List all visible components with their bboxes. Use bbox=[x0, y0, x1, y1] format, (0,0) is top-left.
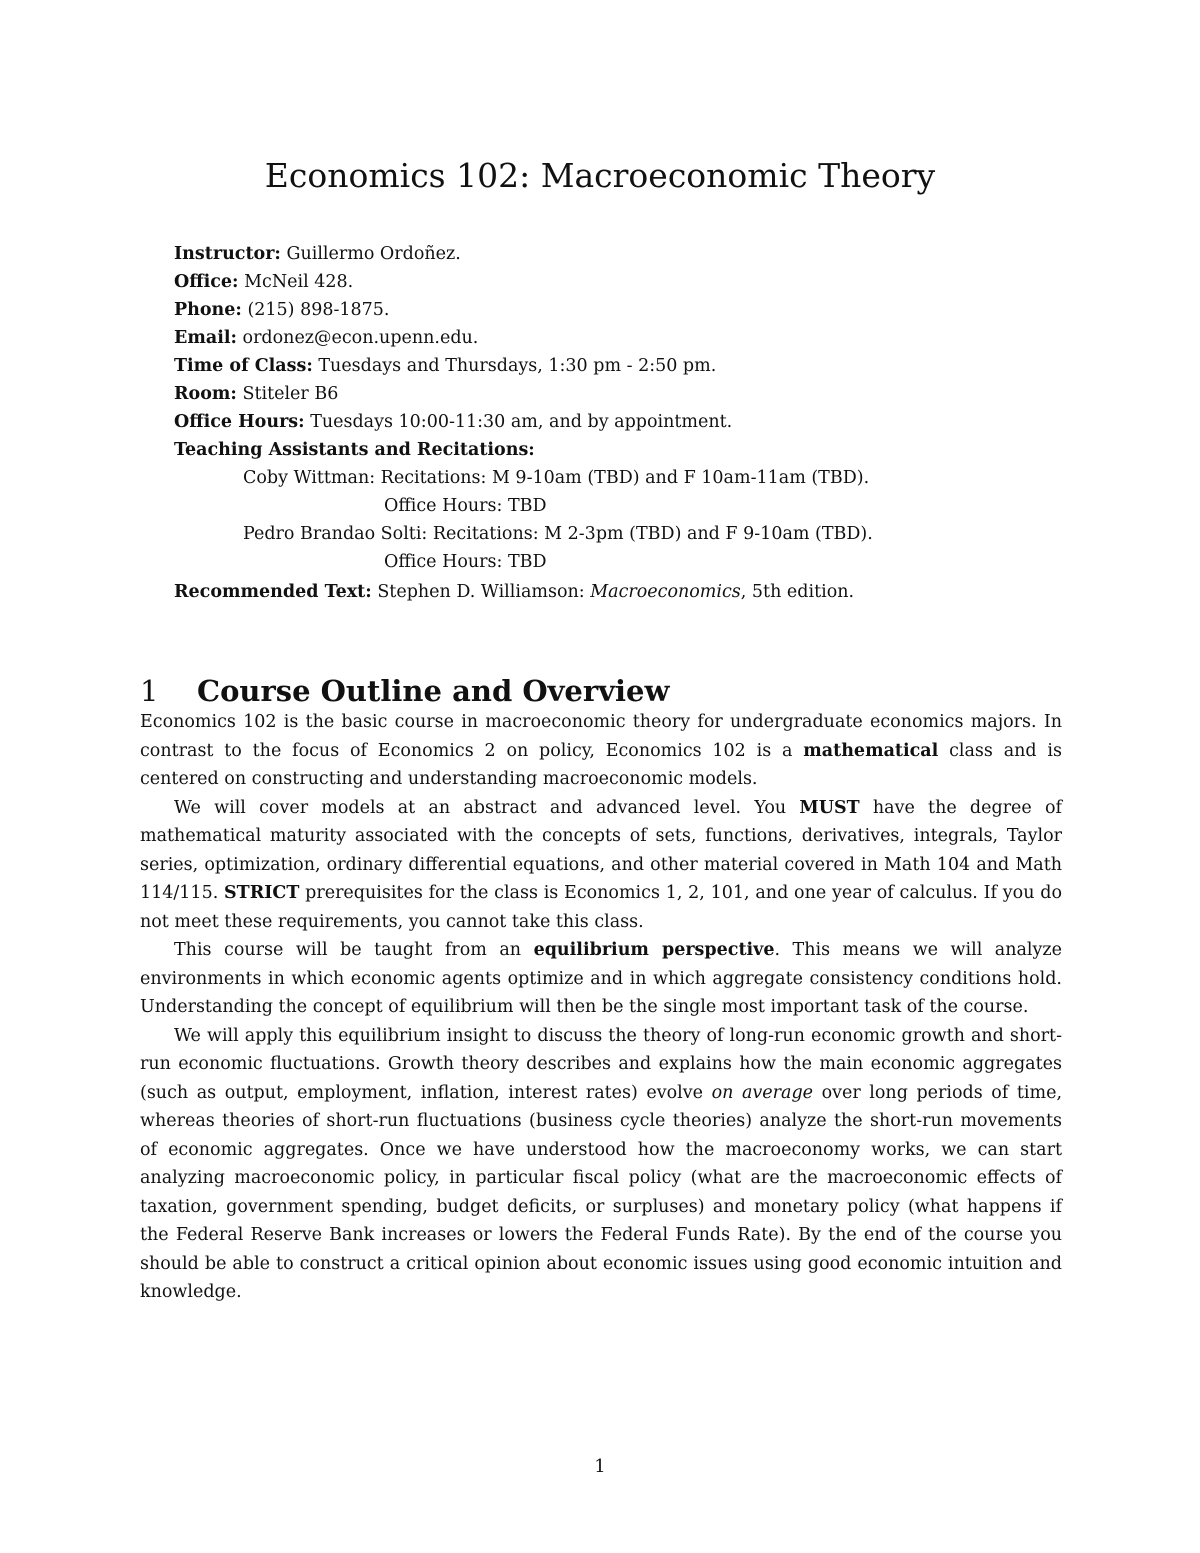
time-of-class-value: Tuesdays and Thursdays, 1:30 pm - 2:50 pm. bbox=[318, 356, 717, 376]
instructor-line bbox=[174, 240, 461, 268]
emphasis-text: mathematical bbox=[803, 740, 939, 761]
office-hours-line bbox=[174, 408, 732, 436]
room-line bbox=[174, 380, 338, 408]
room-value: Stiteler B6 bbox=[242, 384, 339, 404]
paragraph-text: We will cover models at an abstract and advanced level. You bbox=[174, 797, 800, 818]
office-value: McNeil 428. bbox=[244, 272, 354, 292]
teaching-assistants-label: Teaching Assistants and Recitations: bbox=[174, 440, 535, 460]
paragraph bbox=[140, 936, 1062, 1022]
paragraph-text: We will apply this equilibrium insight to discuss the theory of long-run economic growth and short-run economic fluctuations. Growth theory describes and explains how the main economic aggregates (such as output, employment, inflation, interest rates) evolve bbox=[140, 1025, 1062, 1103]
paragraph-text: This course will be taught from an bbox=[174, 940, 534, 960]
phone-label: Phone: bbox=[174, 300, 242, 320]
office-hours-value: Tuesdays 10:00-11:30 am, and by appointment. bbox=[310, 412, 733, 432]
paragraph bbox=[140, 708, 1062, 794]
email-line bbox=[174, 324, 478, 352]
time-of-class-line bbox=[174, 352, 716, 380]
phone-value: (215) 898-1875. bbox=[247, 300, 390, 320]
paragraph bbox=[140, 1022, 1062, 1307]
teaching-assistants-line bbox=[174, 436, 535, 464]
ta-office-hours: Office Hours: TBD bbox=[384, 496, 547, 516]
section-title: Course Outline and Overview bbox=[197, 674, 670, 709]
recommended-text-title: Macroeconomics bbox=[590, 582, 741, 602]
email-label: Email: bbox=[174, 328, 237, 348]
emphasis-text: STRICT bbox=[224, 883, 300, 903]
section-heading bbox=[140, 670, 1060, 712]
section-body bbox=[140, 708, 1062, 1307]
time-of-class-label: Time of Class: bbox=[174, 356, 313, 376]
paragraph-text: class and is centered on constructing and understanding macroeconomic models. bbox=[140, 740, 1062, 789]
italic-text: on average bbox=[711, 1082, 814, 1103]
emphasis-text: MUST bbox=[799, 797, 860, 818]
office-line bbox=[174, 268, 353, 296]
paragraph-text: Economics 102 is the basic course in macroeconomic theory for undergraduate economics majors. In contrast to the focus of Economics 2 on policy, Economics 102 is a bbox=[140, 712, 1062, 761]
document-title: Economics 102: Macroeconomic Theory bbox=[264, 156, 936, 196]
paragraph-text: prerequisites for the class is Economics 1, 2, 101, and one year of calculus. If you do not meet these requirements, you cannot take this class. bbox=[140, 883, 1062, 932]
emphasis-text: equilibrium perspective bbox=[533, 940, 775, 960]
ta-recitations: Coby Wittman: Recitations: M 9-10am (TBD) and F 10am-11am (TBD). bbox=[243, 468, 870, 488]
page-number: 1 bbox=[594, 1456, 606, 1477]
paragraph-text: . This means we will analyze environments in which economic agents optimize and in which aggregate consistency conditions hold. Understanding the concept of equilibrium will then be the single most important task of the course. bbox=[140, 940, 1062, 1017]
ta-office-hours: Office Hours: TBD bbox=[384, 552, 547, 572]
email-value: ordonez@econ.upenn.edu. bbox=[242, 328, 479, 348]
office-label: Office: bbox=[174, 272, 239, 292]
paragraph-text: have the degree of mathematical maturity associated with the concepts of sets, functions, derivatives, integrals, Taylor series, optimization, ordinary differential equations, and other material covered in Math 104 and Math 114/115. bbox=[140, 797, 1062, 903]
recommended-text-edition: , 5th edition. bbox=[740, 582, 855, 602]
office-hours-label: Office Hours: bbox=[174, 412, 305, 432]
paragraph bbox=[140, 794, 1062, 937]
section-number: 1 bbox=[140, 674, 159, 709]
recommended-text-label: Recommended Text: bbox=[174, 582, 372, 602]
instructor-label: Instructor: bbox=[174, 244, 281, 264]
paragraph-text: over long periods of time, whereas theories of short-run fluctuations (business cycle theories) analyze the short-run movements of economic aggregates. Once we have understood how the macroeconomy works, we can start analyzing macroeconomic policy, in particular fiscal policy (what are the macroeconomic effects of taxation, government spending, budget deficits, or surpluses) and monetary policy (what happens if the Federal Reserve Bank increases or lowers the Federal Funds Rate). By the end of the course you should be able to construct a critical opinion about economic issues using good economic intuition and knowledge. bbox=[140, 1082, 1063, 1302]
recommended-text-line bbox=[174, 578, 854, 606]
instructor-value: Guillermo Ordoñez. bbox=[286, 244, 461, 264]
phone-line bbox=[174, 296, 390, 324]
ta-recitations: Pedro Brandao Solti: Recitations: M 2-3pm (TBD) and F 9-10am (TBD). bbox=[243, 524, 873, 544]
room-label: Room: bbox=[174, 384, 237, 404]
recommended-text-author: Stephen D. Williamson: bbox=[377, 582, 585, 602]
